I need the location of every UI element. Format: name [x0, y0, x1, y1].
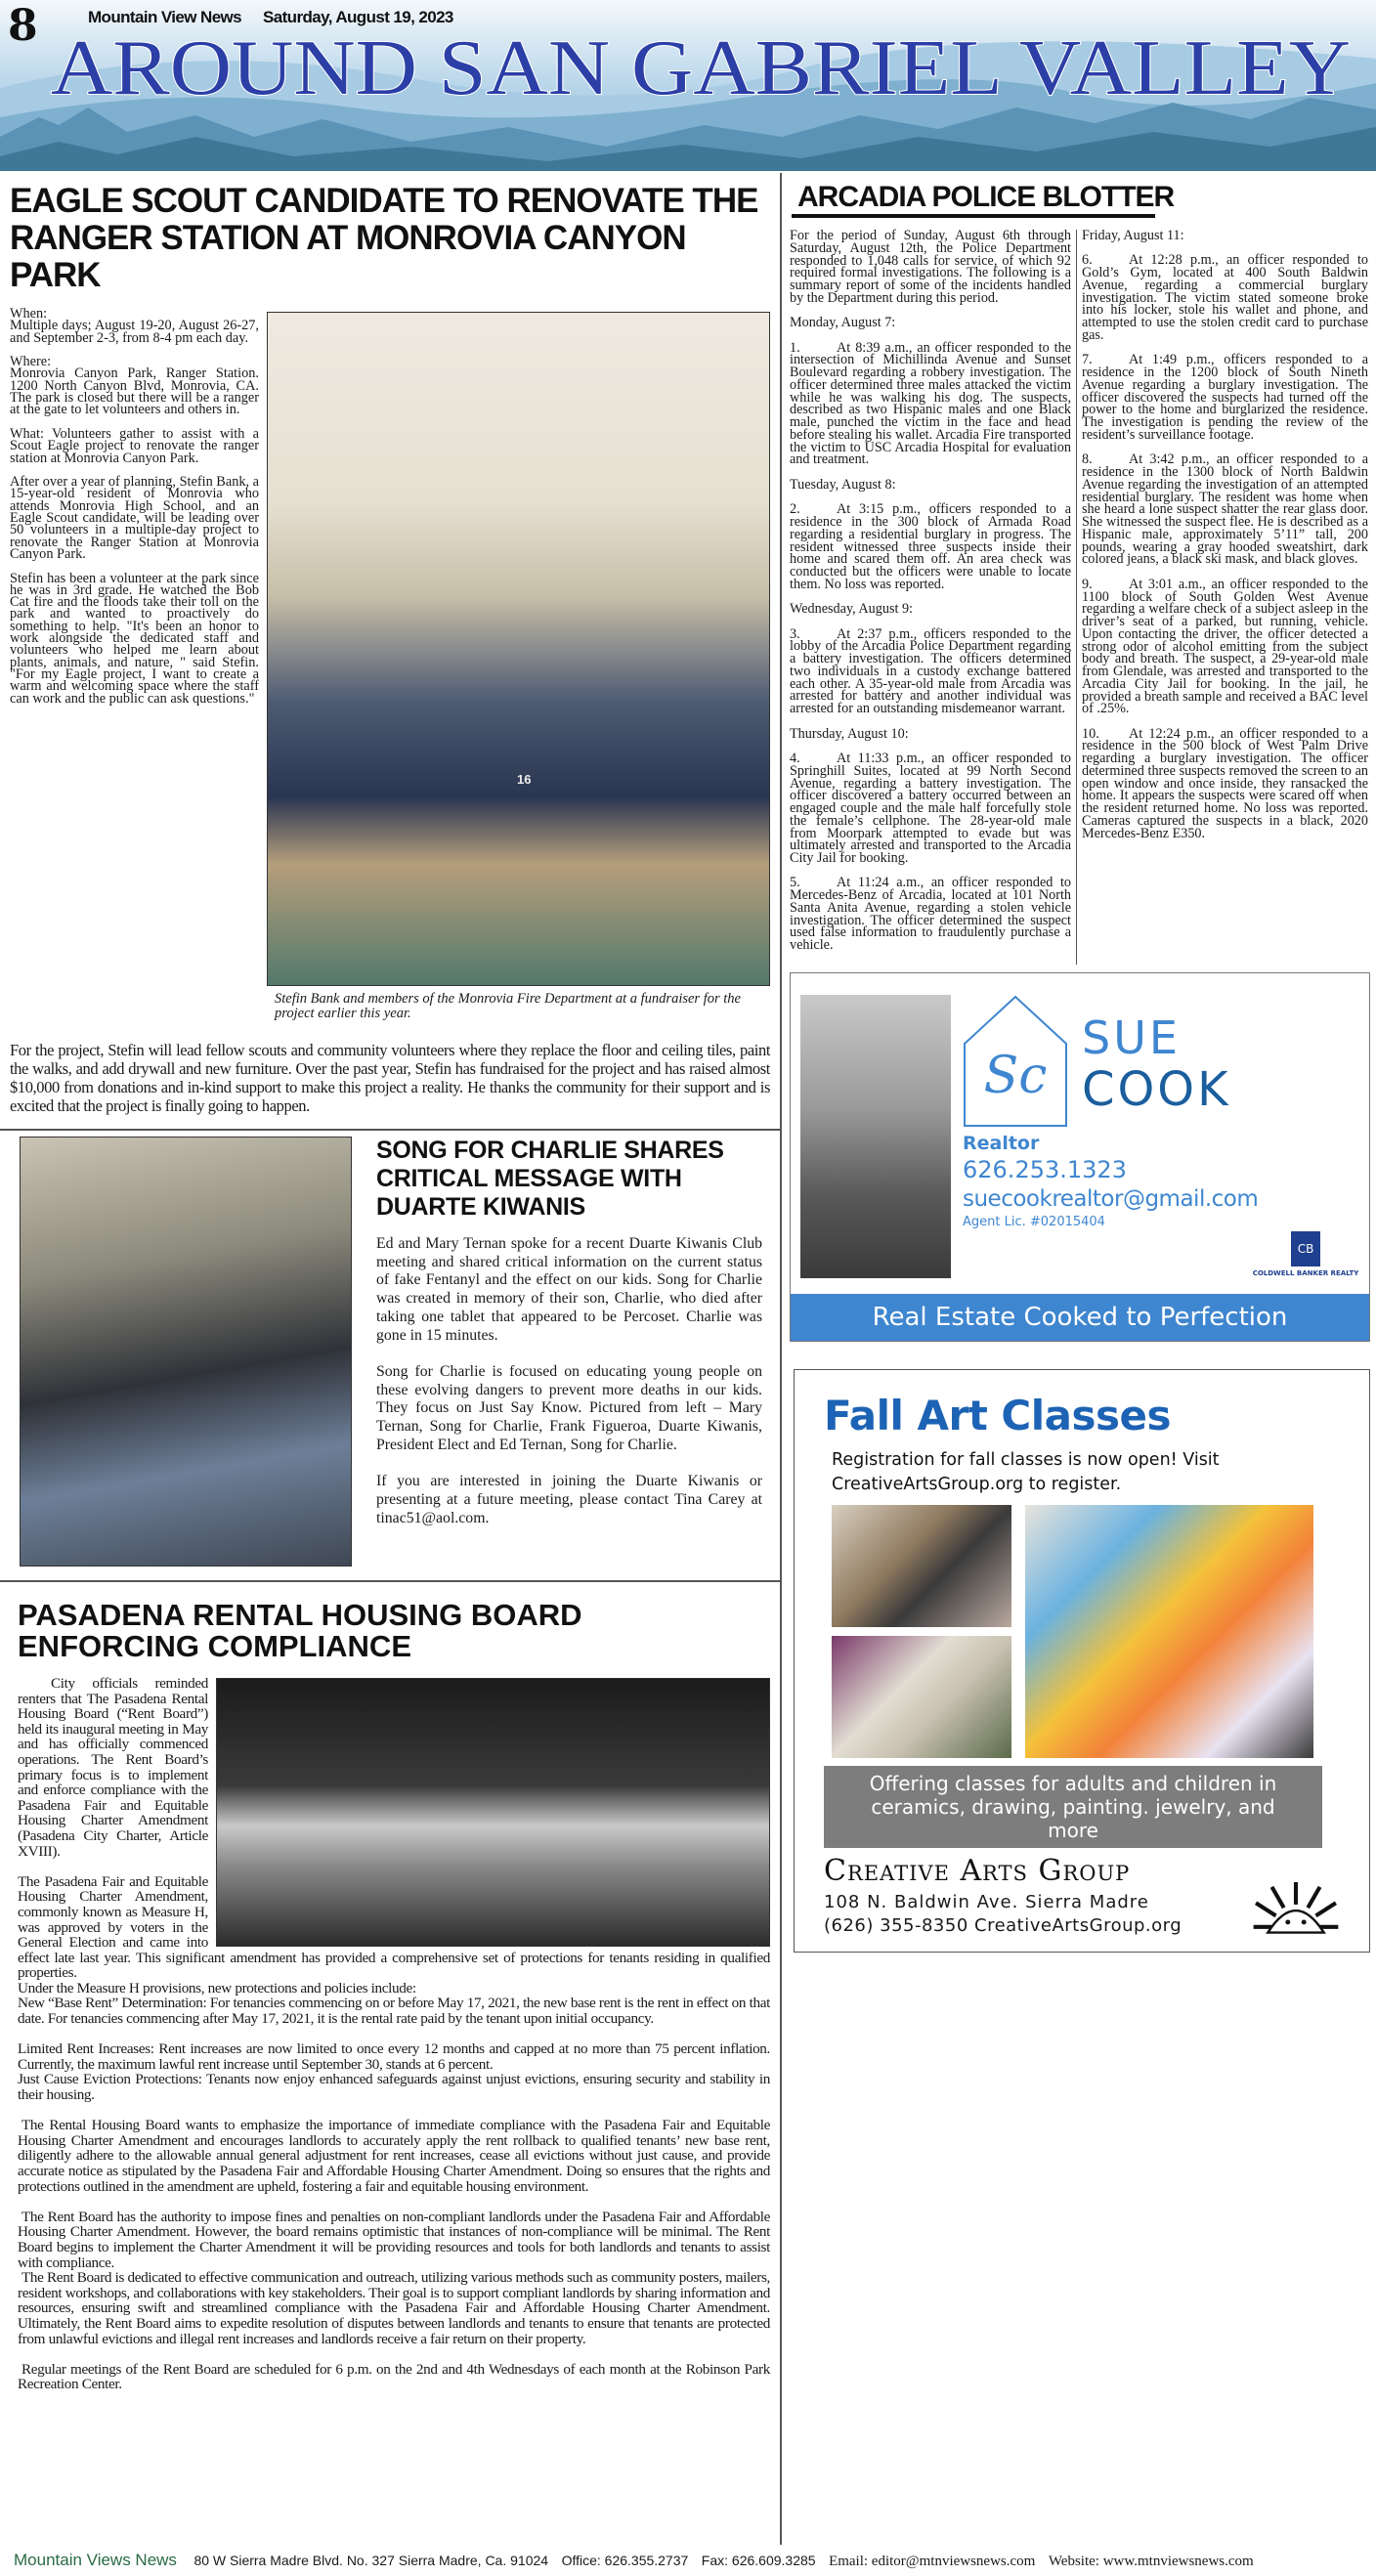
realtor-photo	[800, 995, 951, 1278]
incident-item: 7. At 1:49 p.m., officers responded to a residence in the 1200 block of South Nineth Avenue regarding a burglary investigation. The officer discovered the suspects had turned off the power to the home and burglarized the residence. The investigation is pending the review of the resident’s surveillance footage.	[1082, 352, 1368, 443]
incident-item: 8. At 3:42 p.m., an officer responded to a residence in the 1300 block of North Baldwin Avenue regarding the investigation of an attempted residential burglary. The resident was home when she heard a lone suspect shatter the rear glass door. She witnessed the suspect flee. He is described as a Hispanic male, approximately 5’11” tall, 200 pounds, wearing a gray hooded sweatshirt, dark colored jeans, a black ski mask, and black gloves.	[1082, 451, 1368, 568]
agent-first-name: SUE	[1082, 1010, 1181, 1064]
photo-jewelry-hammering	[832, 1505, 1011, 1627]
paragraph: After over a year of planning, Stefin Bank, a 15-year-old resident of Monrovia who attends Monrovia High School, and an Eagle Scout candidate, will be leading over 50 volunteers in a multiple-day project to renovate the Ranger Station at Monrovia Canyon Park.	[10, 474, 259, 562]
agent-phone[interactable]: 626.253.1323	[963, 1155, 1127, 1183]
article-headline: ARCADIA POLICE BLOTTER	[797, 181, 1175, 213]
paragraph: The Rent Board is dedicated to effective communication and outreach, utilizing various methods such as community posters, mailers, resident workshops, and collaborations with key stakeholders. Their goal is to support compliant landlords by sharing information and resources, ensuring swift and streamlined compliance with the Pasadena Fair and Affordable Housing Charter Amendment. Ultimately, the Rent Board aims to expedite resolution of disputes between landlords and tenants to ensure that tenants are protected from unlawful evictions and illegal rent increases and landlords receive a fair return on their property.	[18, 2269, 770, 2347]
day-heading: Wednesday, August 9:	[790, 601, 914, 618]
blotter-column-divider	[1076, 230, 1077, 965]
ad-title: Fall Art Classes	[824, 1391, 1171, 1439]
incident-item: 3. At 2:37 p.m., officers responded to the lobby of the Arcadia Police Department regarding a battery investigation. The officers determined two individuals in a custody exchange battered each other. A 35-year-old male from Arcadia was arrested for battery and another individual was arrested for an outstanding misdemeanor warrant.	[790, 625, 1071, 717]
blotter-headline-block	[790, 181, 1370, 218]
coldwell-banker-logo: CB	[1291, 1231, 1320, 1267]
blotter-columns	[790, 230, 1370, 965]
svg-text:Sc: Sc	[983, 1046, 1048, 1105]
blotter-column-1	[790, 230, 1071, 965]
paragraph: If you are interested in joining the Duarte Kiwanis or presenting at a future meeting, please contact Tina Carey at tinac51@aol.com.	[376, 1473, 762, 1526]
photo-scout-and-firefighters	[267, 312, 770, 986]
incident-item: 9. At 3:01 a.m., an officer responded to the 1100 block of South Golden West Avenue regarding a welfare check of a subject asleep in the driver’s seat of a parked, but running, vehicle. Upon contacting the driver, the officer detected a strong odor of alcohol emitting from the subject body and breath. The suspect, a 29-year-old male from Glendale, was arrested and transported to the Arcadia City Jail for booking. In the jail, he provided a breath sample and received a BAC level of .25%.	[1082, 576, 1368, 717]
footer-office-phone: Office: 626.355.2737	[561, 2553, 689, 2568]
footer-fax: Fax: 626.609.3285	[701, 2553, 816, 2568]
sc-monogram-house-logo	[963, 995, 1068, 1128]
eagle-photo-figure	[267, 312, 770, 1021]
ad-offer-band: Offering classes for adults and children in ceramics, drawing, painting. jewelry, and more	[824, 1766, 1322, 1848]
photo-pasadena-city-hall	[216, 1678, 770, 1947]
article-headline: EAGLE SCOUT CANDIDATE TO RENOVATE THE RANGER STATION AT MONROVIA CANYON PARK	[10, 182, 758, 294]
footer-website[interactable]: Website: www.mtnviewsnews.com	[1048, 2554, 1254, 2569]
what-text: What: Volunteers gather to assist with a Scout Eagle project to renovate the ranger station at Monrovia Canyon Park.	[10, 425, 259, 466]
when-label: When:	[10, 306, 48, 322]
agent-title: Realtor	[963, 1132, 1040, 1154]
paragraph: The Pasadena Fair and Equitable Housing Charter Amendment, commonly known as Measure H, was approved by voters in the General Election and came into effect late last year. This significant amendment has provided a comprehensive set of protections for tenants residing in qualified properties.	[18, 1872, 770, 1982]
paragraph: Stefin has been a volunteer at the park since he was in 3rd grade. He watched the Bob Cat fire and the floods take their toll on the park and wanted to proactively do something to help. "It's been an honor to work alongside the dedicated staff and volunteers who helped me learn about plants, animals, and nature, " said Stefin. "For my Eagle project, I want to create a warm and welcoming space where the staff can work and the public can ask questions."	[10, 570, 259, 707]
masthead-line	[88, 8, 475, 27]
pasadena-rent-board-article	[0, 1582, 780, 2402]
paragraph: Under the Measure H provisions, new protections and policies include:	[18, 1979, 416, 1996]
org-contact[interactable]: (626) 355-8350 CreativeArtsGroup.org	[824, 1914, 1182, 1936]
org-name: Creative Arts Group	[824, 1853, 1131, 1888]
brokerage-name: COLDWELL BANKER REALTY	[1252, 1268, 1359, 1277]
paragraph: Regular meetings of the Rent Board are scheduled for 6 p.m. on the 2nd and 4th Wednesdays of each month at the Robinson Park Recreation Center.	[18, 2360, 770, 2393]
day-heading: Monday, August 7:	[790, 315, 896, 331]
day-heading: Tuesday, August 8:	[790, 476, 896, 493]
photo-watercolor-painting	[1025, 1505, 1313, 1758]
incident-item: 10. At 12:24 p.m., an officer responded to a residence in the 500 block of West Palm Drive regarding a burglary investigation. The officer determined three suspects removed the screen to an open window and once inside, they ransacked the home. It appears the suspects were scared off when the resident returned home. No loss was reported. Cameras captured the suspects in a black, 2020 Mercedes-Benz E350.	[1082, 725, 1368, 841]
incident-item: 6. At 12:28 p.m., an officer responded to Gold’s Gym, located at 400 South Baldwin Avenue, regarding a commercial burglary investigation. The victim stated someone broke into his locker, stole his wallet and phone, and attempted to use the stolen credit card to purchase gas.	[1082, 252, 1368, 343]
left-column	[0, 173, 782, 2545]
paragraph: Just Cause Eviction Protections: Tenants now enjoy enhanced safeguards against unjust evictions, ensuring security and stability in their housing.	[18, 2071, 770, 2104]
where-label: Where:	[10, 354, 52, 370]
footer-address: 80 W Sierra Madre Blvd. No. 327 Sierra Madre, Ca. 91024	[194, 2553, 549, 2568]
day-heading: Friday, August 11:	[1082, 228, 1184, 243]
right-column	[782, 173, 1376, 2545]
sue-cook-realtor-ad[interactable]	[790, 972, 1370, 1342]
page-footer	[0, 2545, 1376, 2576]
incident-item: 5. At 11:24 a.m., an officer responded to Mercedes-Benz of Arcadia, located at 101 North Santa Anita Avenue, regarding a stolen vehicle investigation. The officer determined the suspect used false information to fraudulently purchase a vehicle.	[790, 875, 1071, 954]
agent-license: Agent Lic. #02015404	[963, 1214, 1105, 1229]
when-text: Multiple days; August 19-20, August 26-27, and September 2-3, from 8-4 pm each day.	[10, 318, 259, 346]
song-for-charlie-article	[376, 1137, 762, 1567]
footer-email[interactable]: Email: editor@mtnviewsnews.com	[829, 2554, 1036, 2569]
incident-item: 1. At 8:39 a.m., an officer responded to the intersection of Michillinda Avenue and Sunset Boulevard regarding a robbery investigation. The officer determined three males attacked the victim while he was walking his dog. The suspects, described as two Hispanic males and one Black male, punched the victim in the face and head before stealing his wallet. Arcadia Fire transported the victim to USC Arcadia Hospital for evaluation and treatment.	[790, 339, 1071, 468]
eagle-scout-article	[0, 173, 780, 1129]
coldwell-banker-block	[1252, 1231, 1359, 1278]
headline-underline	[792, 214, 1155, 218]
article-headline: PASADENA RENTAL HOUSING BOARD ENFORCING COMPLIANCE	[18, 1598, 582, 1663]
table-number: 16	[517, 772, 532, 787]
ad-intro: Registration for fall classes is now open! Visit CreativeArtsGroup.org to register.	[832, 1449, 1220, 1494]
paragraph: For the project, Stefin will lead fellow scouts and community volunteers where they replace the floor and ceiling tiles, paint the walks, and add drywall and new furniture. Over the past year, Stefin has fundraised for the project and has raised almost $10,000 from donations and in-kind support to make this project a reality. He thanks the community for their support and is excited that the project is finally going to happen.	[10, 1041, 770, 1115]
section-banner	[0, 0, 1376, 171]
page-number: 8	[8, 1, 38, 51]
blotter-column-2	[1082, 230, 1368, 965]
ad-photo-grid	[832, 1505, 1340, 1758]
agent-email[interactable]: suecookrealtor@gmail.com	[963, 1185, 1259, 1212]
footer-paper-name: Mountain Views News	[14, 2551, 177, 2569]
incident-item: 2. At 3:15 p.m., officers responded to a residence in the 300 block of Armada Road regarding a residential burglary in progress. The resident witnessed three suspects inside their home and scared them off. An area check was conducted but the officers were unable to locate them. No loss was reported.	[790, 501, 1071, 592]
day-heading: Thursday, August 10:	[790, 725, 909, 742]
page-body	[0, 171, 1376, 2545]
incident-item: 4. At 11:33 p.m., an officer responded to Springhill Suites, located at 99 North Second Avenue, regarding a battery investigation. The officer discovered a battery occurred between an engaged couple and the male half forcefully stole the female’s cellphone. The 28-year-old male from Moorpark attempted to evade but was ultimately arrested and transported to the Arcadia City Jail for booking.	[790, 751, 1071, 866]
photo-caption: Stefin Bank and members of the Monrovia Fire Department at a fundraiser for the project earlier this year.	[275, 991, 741, 1021]
paragraph: Limited Rent Increases: Rent increases are now limited to once every 12 months and capped at no more than 75 percent inflation. Currently, the maximum lawful rent increase until September 30, stands at 6 percent.	[18, 2040, 770, 2073]
fall-art-classes-ad[interactable]	[794, 1369, 1370, 1953]
section-title: AROUND SAN GABRIEL VALLEY	[51, 25, 1351, 111]
sun-logo-icon	[1252, 1879, 1340, 1938]
org-address: 108 N. Baldwin Ave. Sierra Madre	[824, 1891, 1149, 1912]
blotter-intro: For the period of Sunday, August 6th through Saturday, August 12th, the Police Department responded to 1,048 calls for service, of which 92 required formal investigations. The following is a summary report of some of the incidents handled by the Department during this period.	[790, 228, 1071, 306]
paragraph: The Rent Board has the authority to impose fines and penalties on non-compliant landlords under the Pasadena Fair and Affordable Housing Charter Amendment. However, the board remains optimistic that instances of non-compliance will be minimal. The Rent Board begins to implement the Charter Amendment it will be providing resources and tools for both landlords and tenants to assist with compliance.	[18, 2208, 770, 2271]
paragraph: Ed and Mary Ternan spoke for a recent Duarte Kiwanis Club meeting and shared critical information on the current status of fake Fentanyl and the effect on our kids. Song for Charlie was created in memory of their son, Charlie, who died after taking one tablet that appeared to be Percoset. Charlie was gone in 15 minutes.	[376, 1235, 762, 1344]
photo-ternans-and-figueroa	[20, 1137, 352, 1567]
issue-date: Saturday, August 19, 2023	[263, 8, 453, 26]
article-headline: SONG FOR CHARLIE SHARES CRITICAL MESSAGE WITH DUARTE KIWANIS	[376, 1137, 724, 1221]
where-text: Monrovia Canyon Park, Ranger Station. 1200 North Canyon Blvd, Monrovia, CA. The park is closed but there will be a ranger at the gate to let volunteers and others in.	[10, 365, 259, 418]
paragraph: New “Base Rent” Determination: For tenancies commencing on or before May 17, 2021, the new base rent is the rent in effect on that date. For tenancies commencing after May 17, 2021, it is the rental rate paid by the tenant upon initial occupancy.	[18, 1995, 770, 2028]
paragraph: The Rental Housing Board wants to emphasize the importance of immediate compliance with the Pasadena Fair and Equitable Housing Charter Amendment and encourages landlords to accurately apply the rent rollback to qualified tenants’ new base rent, diligently adhere to the allowable annual general adjustment for rent increases, cease all evictions without just cause, and provide accurate notice as stipulated by the Pasadena Fair and Affordable Housing Charter Amendment. Doing so ensures that the rights and protections outlined in the amendment are upheld, fostering a fair and equitable housing environment.	[18, 2117, 770, 2195]
paragraph: Song for Charlie is focused on educating young people on these evolving dangers to prevent more deaths in our kids. They focus on Just Say Know. Pictured from left – Mary Ternan, Song for Charlie, Frank Figueroa, Duarte Kiwanis, President Elect and Ed Ternan, Song for Charlie.	[376, 1362, 762, 1453]
photo-pottery-wheel	[832, 1636, 1011, 1758]
agent-last-name: COOK	[1082, 1061, 1231, 1117]
song-for-charlie-section	[0, 1131, 780, 1580]
ad-tagline: Real Estate Cooked to Perfection	[791, 1294, 1369, 1341]
paper-name: Mountain View News	[88, 8, 242, 26]
paragraph: City officials reminded renters that The Pasadena Rental Housing Board (“Rent Board”) held its inaugural meeting in May and has officially commenced operations. The Rent Board’s primary focus is to implement and enforce compliance with the Pasadena Fair and Equitable Housing Charter Amendment (Pasadena City Charter, Article XVIII).	[18, 1675, 208, 1860]
